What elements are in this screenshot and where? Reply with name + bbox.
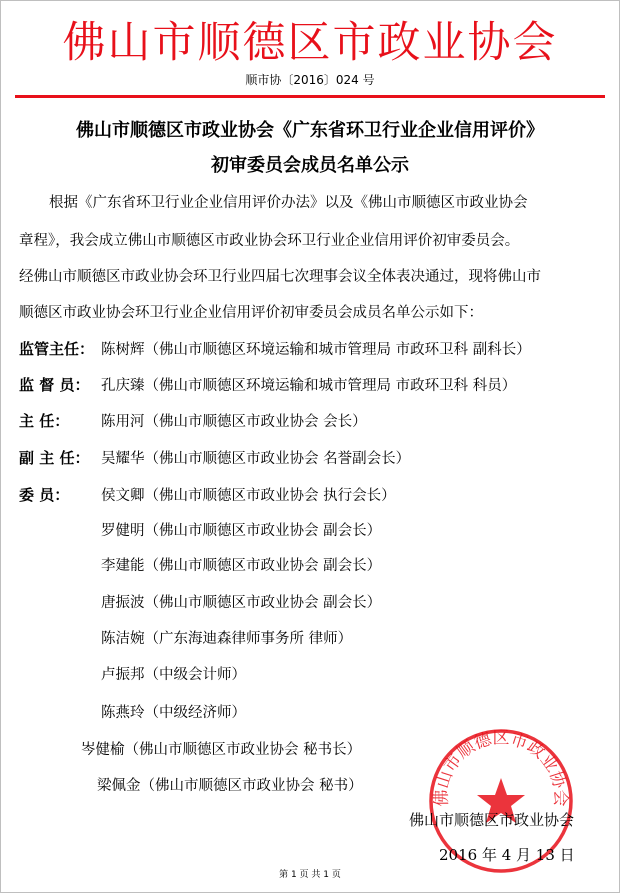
body-line-3: 经佛山市顺德区市政业协会环卫行业四届七次理事会议全体表决通过，现将佛山市 bbox=[19, 269, 541, 285]
role-member-supervisor-director: 陈树辉（佛山市顺德区环境运输和城市管理局 市政环卫科 副科长） bbox=[101, 342, 531, 358]
role-member-supervisor: 孔庆臻（佛山市顺德区环境运输和城市管理局 市政环卫科 科员） bbox=[101, 378, 517, 394]
org-letterhead-title: 佛山市顺德区市政业协会 bbox=[62, 18, 558, 68]
role-member-deputy-director: 吴耀华（佛山市顺德区市政业协会 名誉副会长） bbox=[101, 451, 411, 467]
notice-title-line2: 初审委员会成员名单公示 bbox=[211, 155, 409, 176]
role-label-supervisor-director: 监管主任： bbox=[19, 340, 95, 358]
role-label-committee-member: 委 员： bbox=[19, 486, 70, 504]
red-divider bbox=[15, 95, 605, 98]
signature-organization: 佛山市顺德区市政业协会 bbox=[409, 811, 575, 829]
list-item: 唐振波（佛山市顺德区市政业协会 副会长） bbox=[101, 595, 382, 611]
body-line-2: 章程》，我会成立佛山市顺德区市政业协会环卫行业企业信用评价初审委员会。 bbox=[19, 233, 520, 249]
role-member-committee-first: 侯文卿（佛山市顺德区市政业协会 执行会长） bbox=[101, 488, 396, 504]
list-item: 卢振邦（中级会计师） bbox=[101, 667, 246, 683]
list-item: 李建能（佛山市顺德区市政业协会 副会长） bbox=[101, 558, 382, 574]
list-item: 罗健明（佛山市顺德区市政业协会 副会长） bbox=[101, 523, 382, 539]
list-item: 陈洁婉（广东海迪森律师事务所 律师） bbox=[101, 631, 353, 647]
list-item: 陈燕玲（中级经济师） bbox=[101, 705, 246, 721]
role-label-supervisor: 监 督 员： bbox=[19, 376, 90, 394]
notice-title-line1: 佛山市顺德区市政业协会《广东省环卫行业企业信用评价》 bbox=[76, 120, 544, 141]
svg-text:佛山市顺德区市政业协会: 佛山市顺德区市政业协会 bbox=[431, 728, 571, 807]
role-label-deputy-director: 副 主 任： bbox=[19, 449, 90, 467]
body-line-4: 顺德区市政业协会环卫行业企业信用评价初审委员会成员名单公示如下： bbox=[19, 305, 483, 321]
document-number: 顺市协〔2016〕024 号 bbox=[245, 73, 375, 87]
role-label-director: 主 任： bbox=[19, 412, 70, 430]
signature-date: 2016 年 4 月 13 日 bbox=[439, 846, 575, 864]
list-item: 岑健榆（佛山市顺德区市政业协会 秘书长） bbox=[81, 742, 362, 758]
list-item: 梁佩金（佛山市顺德区市政业协会 秘书） bbox=[97, 778, 363, 794]
role-member-director: 陈用河（佛山市顺德区市政业协会 会长） bbox=[101, 414, 367, 430]
body-line-1: 根据《广东省环卫行业企业信用评价办法》以及《佛山市顺德区市政业协会 bbox=[49, 195, 528, 211]
page-number: 第 1 页 共 1 页 bbox=[279, 870, 341, 880]
